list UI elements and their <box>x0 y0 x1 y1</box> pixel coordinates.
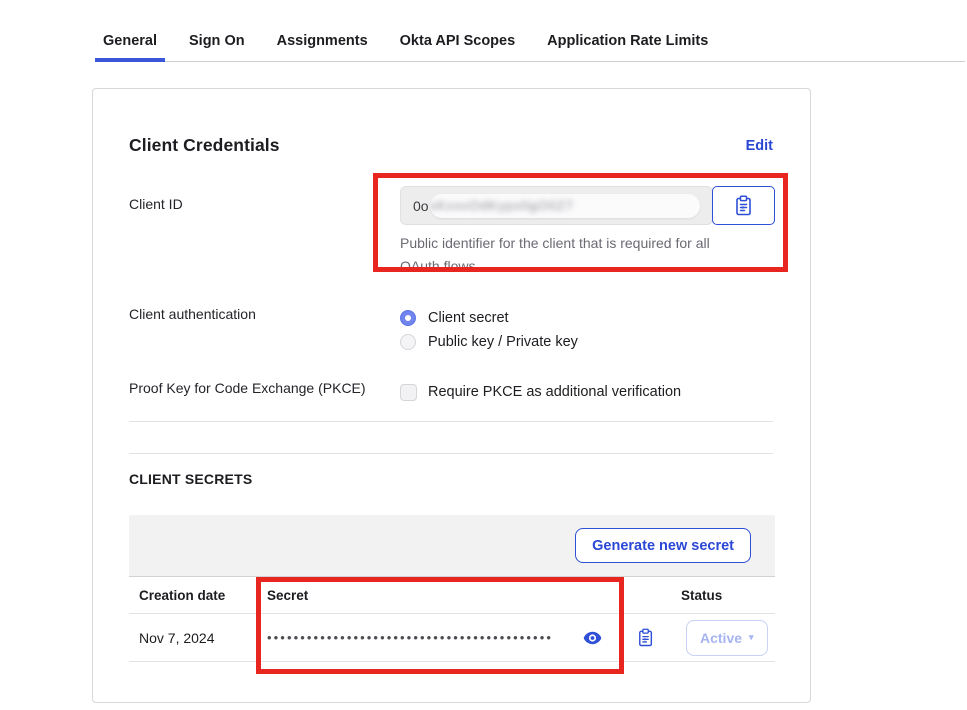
tab-general[interactable]: General <box>95 24 165 61</box>
pkce-label: Proof Key for Code Exchange (PKCE) <box>129 380 366 396</box>
tab-okta-api-scopes[interactable]: Okta API Scopes <box>399 33 516 49</box>
client-id-control <box>400 186 775 278</box>
client-id-label: Client ID <box>129 196 183 212</box>
edit-link[interactable]: Edit <box>745 137 773 154</box>
tab-application-rate-limits[interactable]: Application Rate Limits <box>547 33 709 49</box>
client-id-field-row <box>400 186 775 225</box>
clipboard-copy-icon <box>735 195 753 216</box>
client-id-value-prefix: 0o <box>413 197 429 214</box>
card-title: Client Credentials <box>129 135 280 155</box>
app-tabbar <box>95 24 965 62</box>
cell-creation-date: Nov 7, 2024 <box>139 629 215 646</box>
copy-client-id-button[interactable] <box>712 186 775 225</box>
tab-sign-on[interactable]: Sign On <box>189 33 245 49</box>
radio-public-private-key[interactable] <box>400 330 578 354</box>
table-header-row <box>129 576 775 614</box>
radio-client-secret[interactable] <box>400 306 578 330</box>
client-authentication-label: Client authentication <box>129 306 256 322</box>
radio-unselected-icon[interactable] <box>400 334 416 350</box>
cell-secret <box>256 630 624 645</box>
client-id-redaction-blur <box>430 194 700 218</box>
copy-secret-button[interactable] <box>638 628 654 647</box>
pkce-row <box>129 380 773 404</box>
generate-new-secret-button[interactable]: Generate new secret <box>575 528 751 563</box>
radio-selected-icon[interactable] <box>400 310 416 326</box>
client-authentication-row <box>129 306 773 354</box>
radio-client-secret-label: Client secret <box>428 310 509 326</box>
divider-top <box>129 421 773 422</box>
card-header <box>129 135 773 156</box>
secrets-toolbar <box>129 515 775 576</box>
tab-assignments[interactable]: Assignments <box>276 33 368 49</box>
client-id-help-text: Public identifier for the client that is required for all OAuth flows. <box>400 235 710 274</box>
pkce-checkbox[interactable] <box>400 384 417 401</box>
status-label: Active <box>700 629 743 646</box>
chevron-down-icon: ▾ <box>749 632 754 642</box>
divider-bottom <box>129 453 773 454</box>
column-header-status: Status <box>681 587 723 603</box>
reveal-secret-button[interactable] <box>583 631 602 645</box>
column-header-secret: Secret <box>267 587 309 603</box>
table-row <box>129 614 775 662</box>
radio-public-private-key-label: Public key / Private key <box>428 334 578 350</box>
column-header-creation-date: Creation date <box>139 587 226 603</box>
clipboard-copy-icon <box>638 628 654 647</box>
pkce-option-label: Require PKCE as additional verification <box>428 384 682 400</box>
cell-status <box>624 620 775 656</box>
client-id-field[interactable] <box>400 186 713 225</box>
client-credentials-card <box>92 88 811 703</box>
client-id-redacted-text: xKxxvOdKypxllgO0Z7 <box>429 198 575 213</box>
client-secrets-heading: CLIENT SECRETS <box>129 471 253 487</box>
client-id-row <box>129 186 773 278</box>
eye-icon <box>583 631 602 645</box>
pkce-option[interactable] <box>400 380 681 404</box>
masked-secret-value: ••••••••••••••••••••••••••••••••••••••••••• <box>267 630 554 645</box>
client-secrets-table <box>129 515 775 662</box>
status-dropdown[interactable] <box>686 620 768 656</box>
client-authentication-options <box>400 306 578 354</box>
